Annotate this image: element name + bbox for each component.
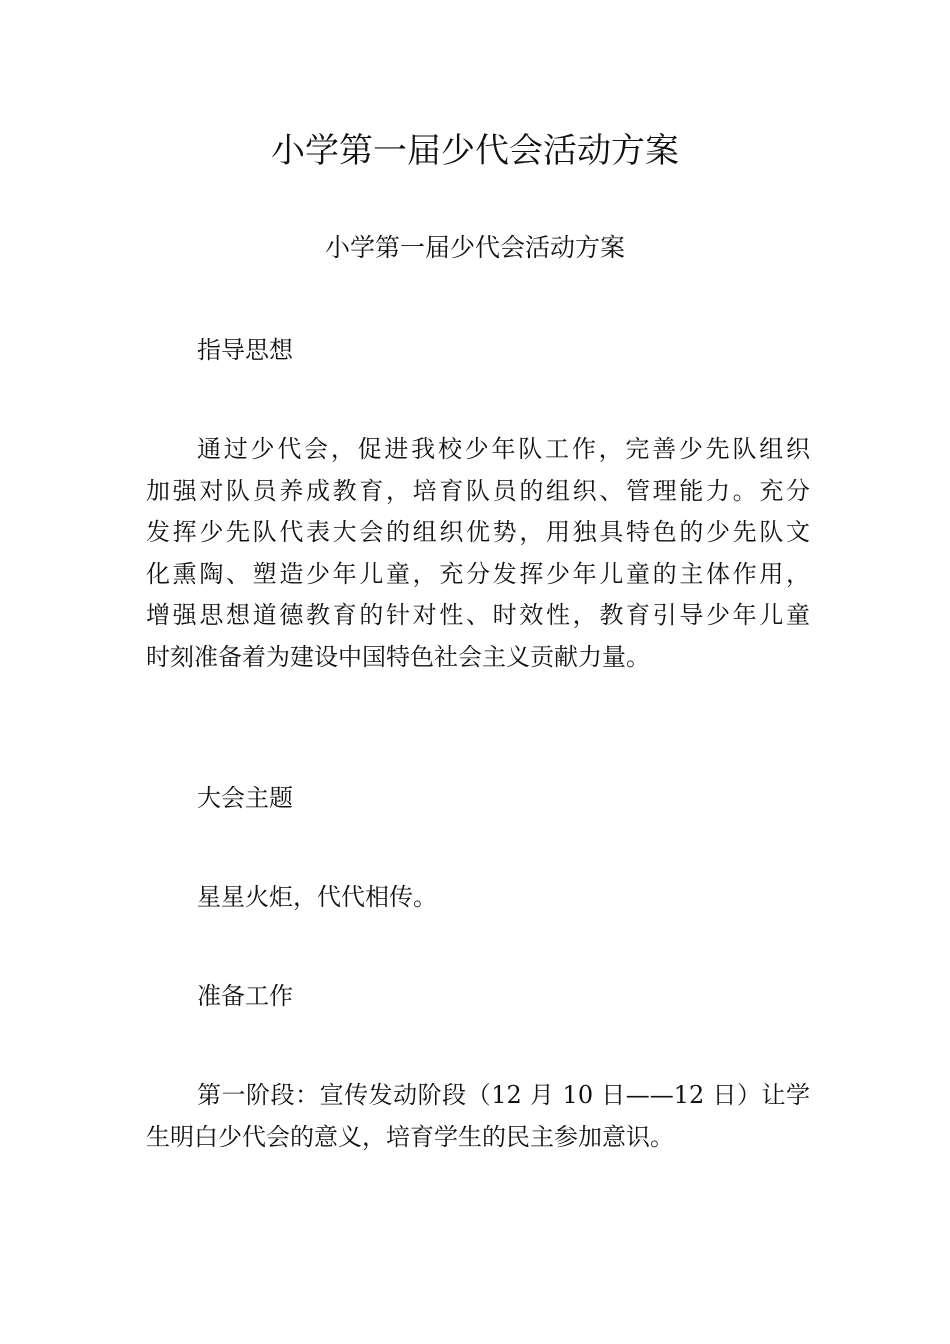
document-title: 小学第一届少代会活动方案 [271,131,679,171]
document-subtitle: 小学第一届少代会活动方案 [324,233,625,262]
paragraph-line: 生明白少代会的意义，培育学生的民主参加意识。 [146,1122,674,1151]
section-heading-guiding-idea: 指导思想 [197,336,293,364]
section-heading-preparation: 准备工作 [197,982,293,1010]
paragraph-line: 第一阶段：宣传发动阶段（12 月 10 日——12 日）让学 [197,1081,810,1109]
paragraph-line: 时刻准备着为建设中国特色社会主义贡献力量。 [146,642,650,671]
paragraph-line: 发挥少先队代表大会的组织优势，用独具特色的少先队文 [146,518,810,546]
paragraph-line: 通过少代会，促进我校少年队工作，完善少先队组织 [197,435,810,463]
paragraph-line: 化熏陶、塑造少年儿童，充分发挥少年儿童的主体作用， [146,559,810,588]
paragraph-line: 增强思想道德教育的针对性、时效性，教育引导少年儿童 [146,601,810,629]
theme-text: 星星火炬，代代相传。 [197,883,437,911]
paragraph-preparation [146,1075,810,1158]
paragraph-line: 加强对队员养成教育，培育队员的组织、管理能力。充分 [146,476,810,505]
paragraph-guiding-idea [146,429,810,678]
section-heading-theme: 大会主题 [197,784,293,812]
